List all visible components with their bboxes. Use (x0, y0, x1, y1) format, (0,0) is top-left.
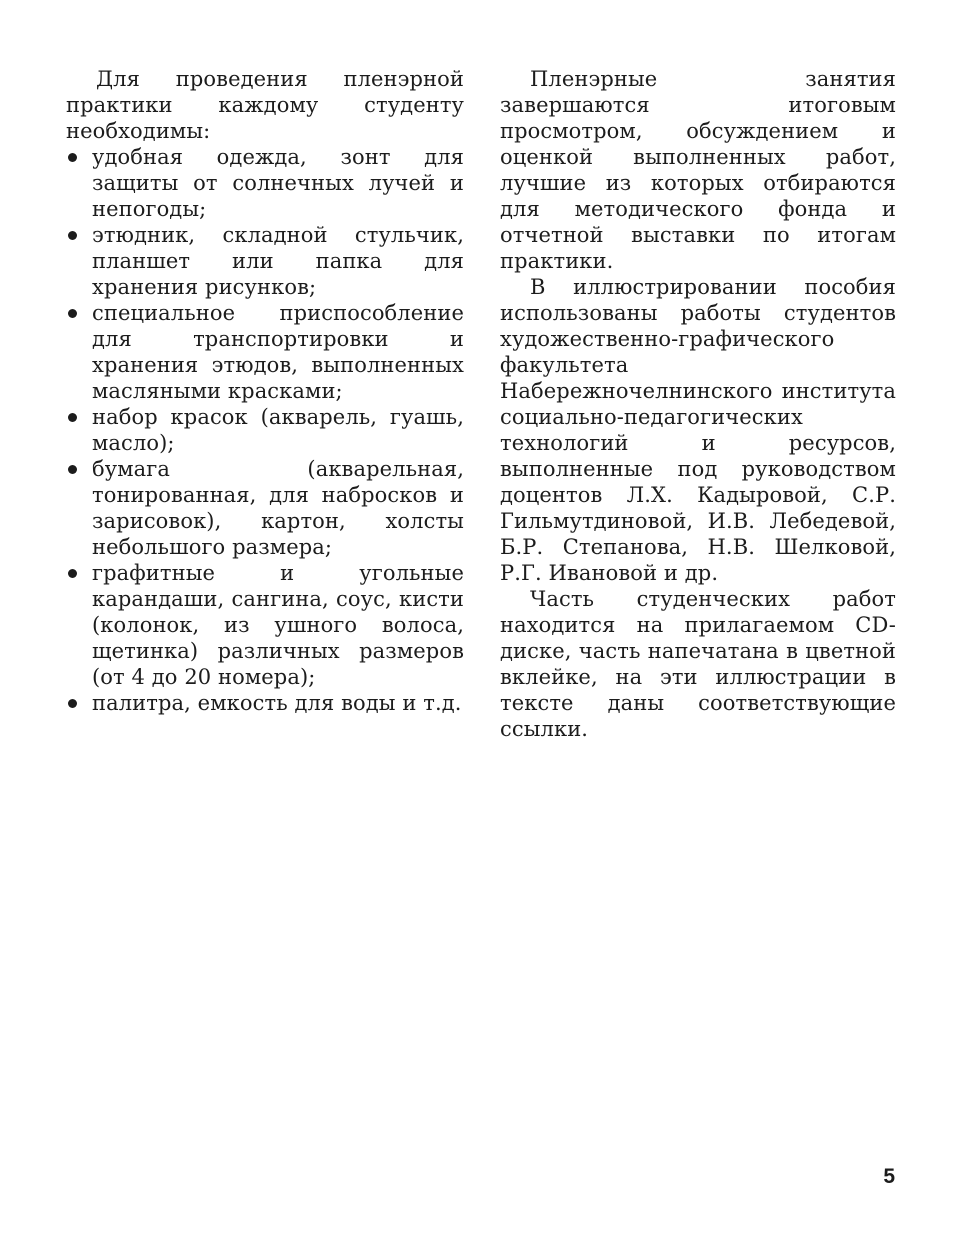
left-column (66, 66, 464, 716)
bullet-icon (68, 413, 77, 422)
right-column (500, 66, 896, 742)
list-item: графитные и угольные карандаши, сангина, соус, кисти (колонок, из ушного волоса, щетинка) различных размеров (от 4 до 20 номера); (66, 560, 464, 690)
intro-paragraph: Для проведения пленэрной практики каждому студенту необходимы: (66, 67, 464, 143)
list-item: набор красок (акварель, гуашь, масло); (66, 404, 464, 456)
list-item: бумага (акварельная, тонированная, для набросков и зарисовок), картон, холсты небольшого размера; (66, 456, 464, 560)
list-item: удобная одежда, зонт для защиты от солнечных лучей и непогоды; (66, 144, 464, 222)
bullet-icon (68, 569, 77, 578)
paragraph-conclusion: Пленэрные занятия завершаются итоговым просмотром, обсуждением и оценкой выполненных работ, лучшие из которых отбираются для методического фонда и отчетной выставки по итогам практики. (500, 67, 896, 273)
bullet-icon (68, 153, 77, 162)
list-item: этюдник, складной стульчик, планшет или папка для хранения рисунков; (66, 222, 464, 300)
bullet-icon (68, 309, 77, 318)
bullet-icon (68, 465, 77, 474)
bullet-icon (68, 699, 77, 708)
paragraph-illustrations: В иллюстрировании пособия использованы работы студентов художественно-графического факультета Набережночелнинского института социально-педагогических технологий и ресурсов, выполненные под руководством доцентов Л.Х. Кадыровой, С.Р. Гильмутдиновой, И.В. Лебедевой, Б.Р. Степанова, Н.В. Шелковой, Р.Г. Ивановой и др. (500, 275, 896, 585)
list-item: палитра, емкость для воды и т.д. (66, 690, 464, 716)
paragraph-cd-disk: Часть студенческих работ находится на прилагаемом CD-диске, часть напечатана в цветной вклейке, на эти иллюстрации в тексте даны соответствующие ссылки. (500, 587, 896, 741)
bullet-icon (68, 231, 77, 240)
supplies-list (66, 144, 464, 716)
list-item: специальное приспособление для транспортировки и хранения этюдов, выполненных масляными красками; (66, 300, 464, 404)
page-number: 5 (883, 1165, 895, 1188)
